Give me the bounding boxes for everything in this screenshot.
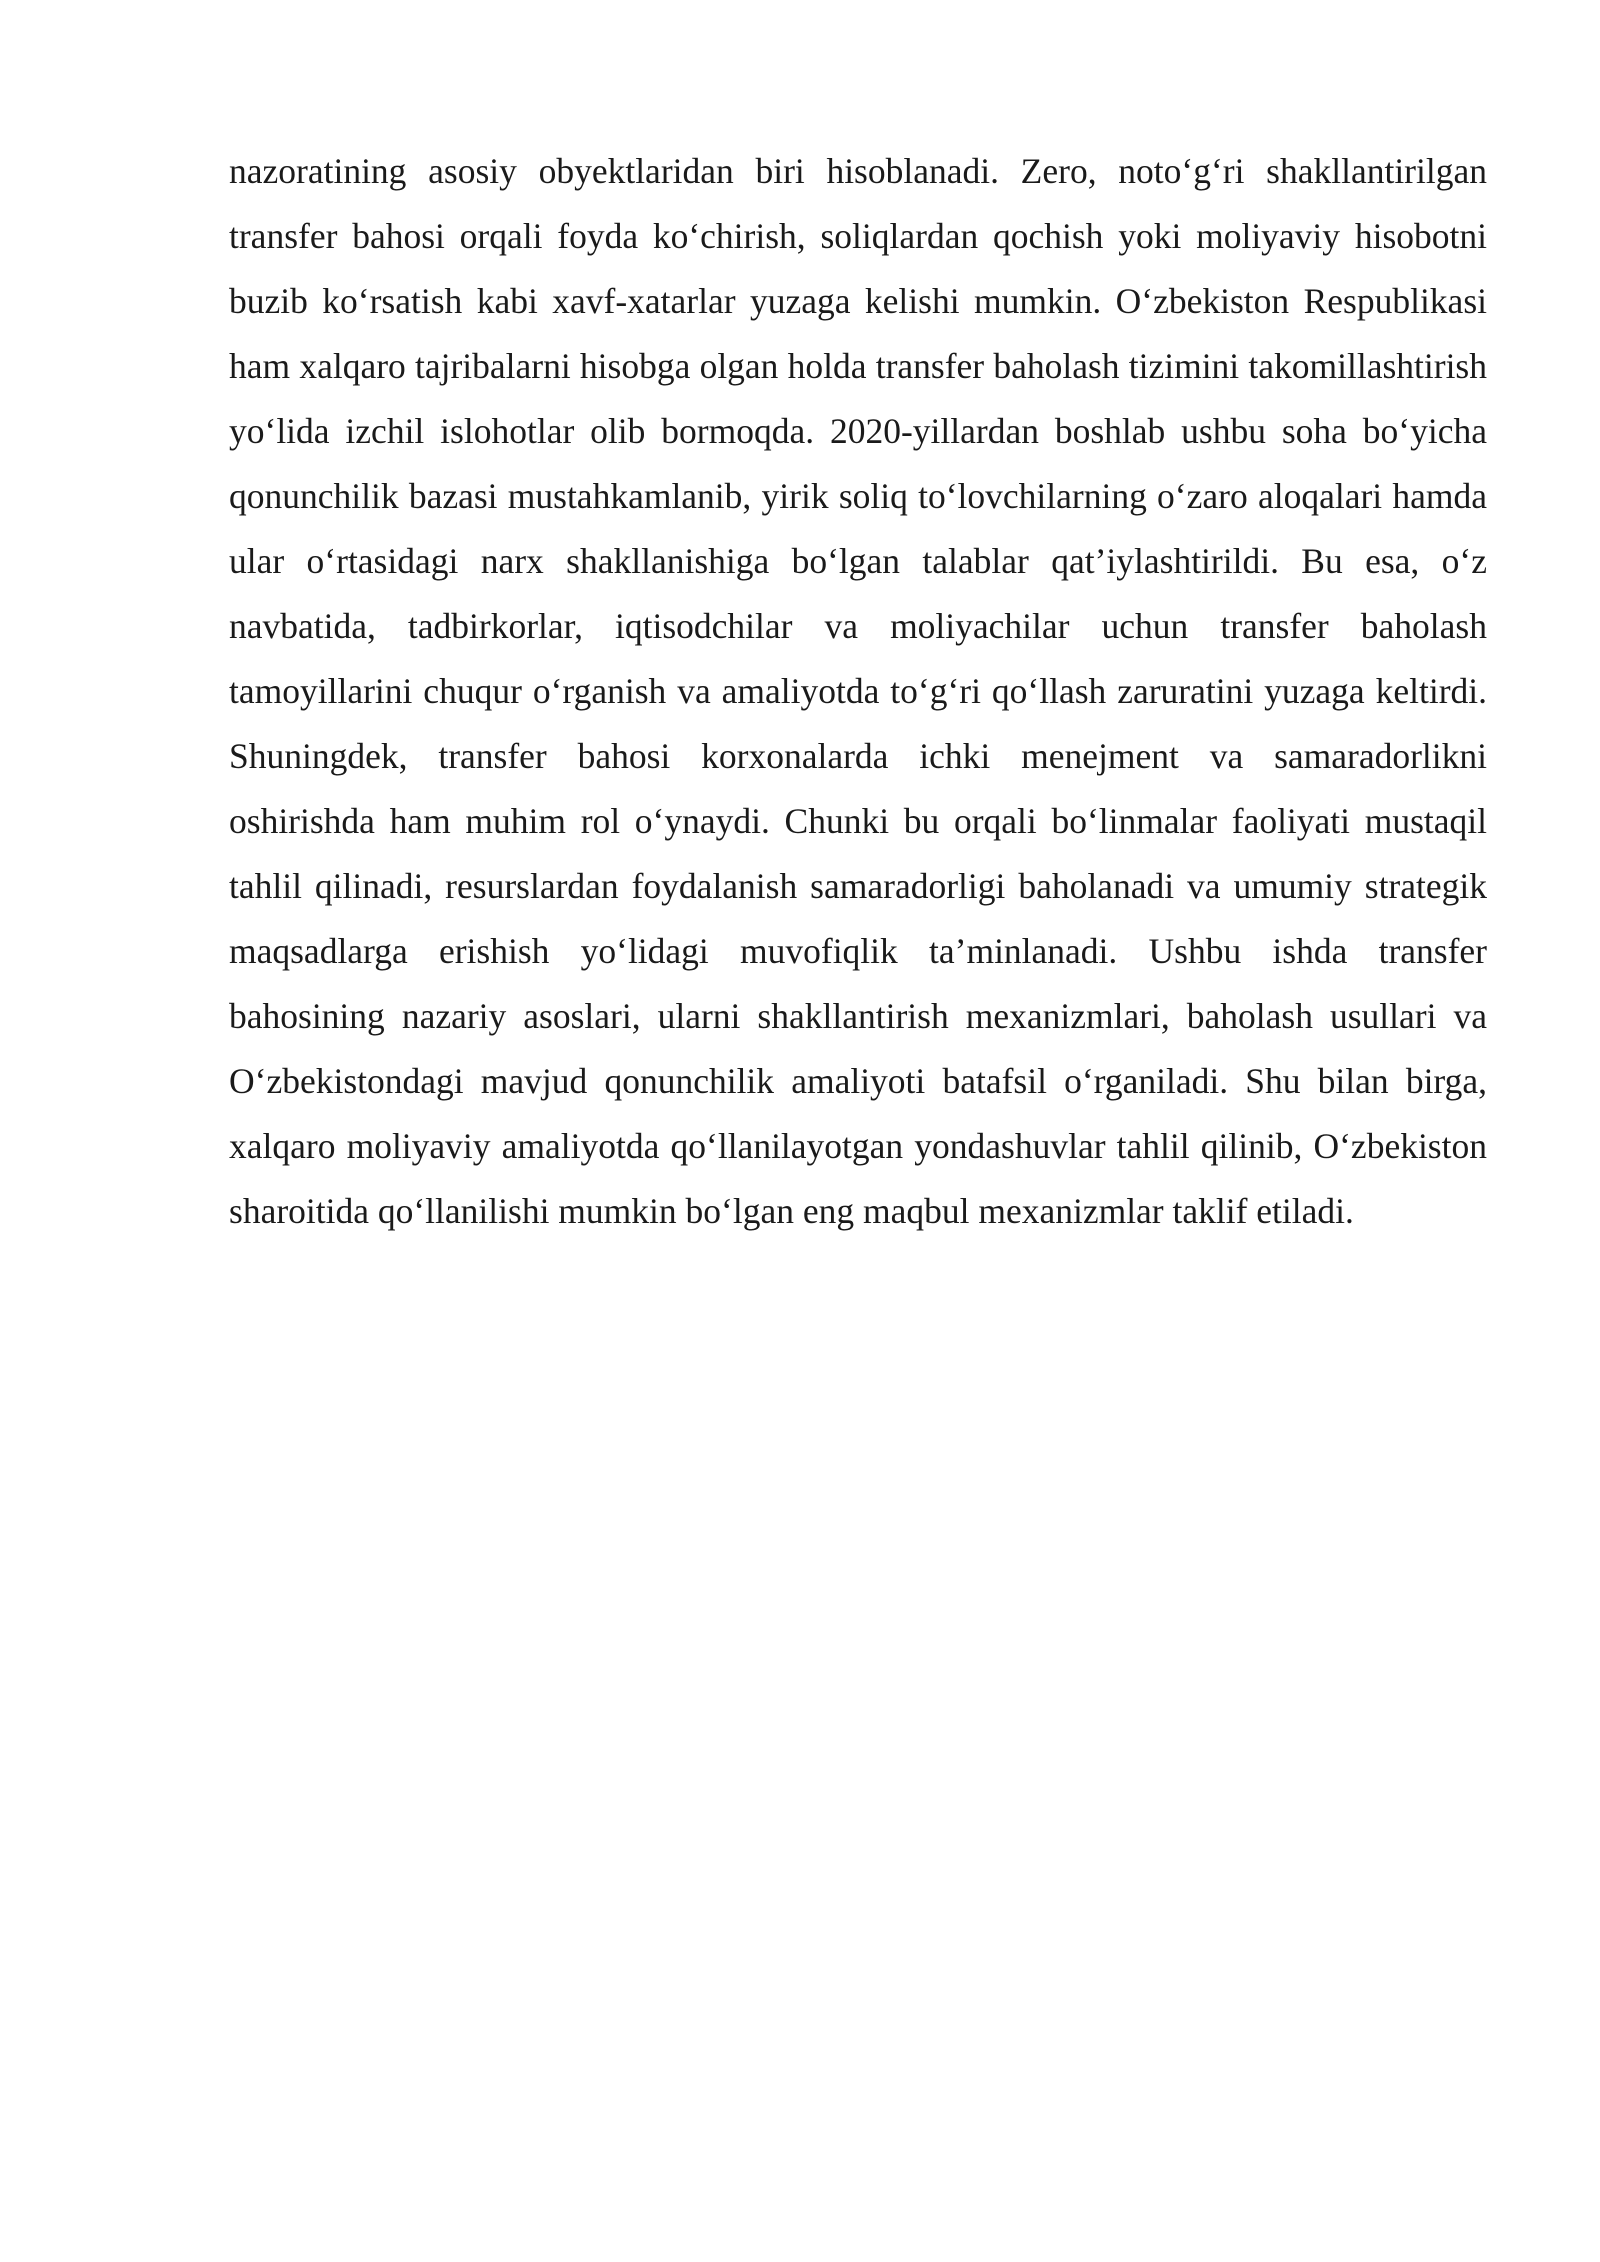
body-paragraph: nazoratining asosiy obyektlaridan biri hisoblanadi. Zero, noto‘g‘ri shakllantirilgan transfer bahosi orqali foyda ko‘chirish, soliqlardan qochish yoki moliyaviy hisobotni buzib ko‘rsatish kabi xavf-xatarlar yuzaga kelishi mumkin. O‘zbekiston Respublikasi ham xalqaro tajribalarni hisobga olgan holda transfer baholash tizimini takomillashtirish yo‘lida izchil islohotlar olib bormoqda. 2020-yillardan boshlab ushbu soha bo‘yicha qonunchilik bazasi mustahkamlanib, yirik soliq to‘lovchilarning o‘zaro aloqalari hamda ular o‘rtasidagi narx shakllanishiga bo‘lgan talablar qat’iylashtirildi. Bu esa, o‘z navbatida, tadbirkorlar, iqtisodchilar va moliyachilar uchun transfer baholash tamoyillarini chuqur o‘rganish va amaliyotda to‘g‘ri qo‘llash zaruratini yuzaga keltirdi. Shuningdek, transfer bahosi korxonalarda ichki menejment va samaradorlikni oshirishda ham muhim rol o‘ynaydi. Chunki bu orqali bo‘linmalar faoliyati mustaqil tahlil qilinadi, resurslardan foydalanish samaradorligi baholanadi va umumiy strategik maqsadlarga erishish yo‘lidagi muvofiqlik ta’minlanadi. Ushbu ishda transfer bahosining nazariy asoslari, ularni shakllantirish mexanizmlari, baholash usullari va O‘zbekistondagi mavjud qonunchilik amaliyoti batafsil o‘rganiladi. Shu bilan birga, xalqaro moliyaviy amaliyotda qo‘llanilayotgan yondashuvlar tahlil qilinib, O‘zbekiston sharoitida qo‘llanilishi mumkin bo‘lgan eng maqbul mexanizmlar taklif etiladi. [229,151,1487,1231]
